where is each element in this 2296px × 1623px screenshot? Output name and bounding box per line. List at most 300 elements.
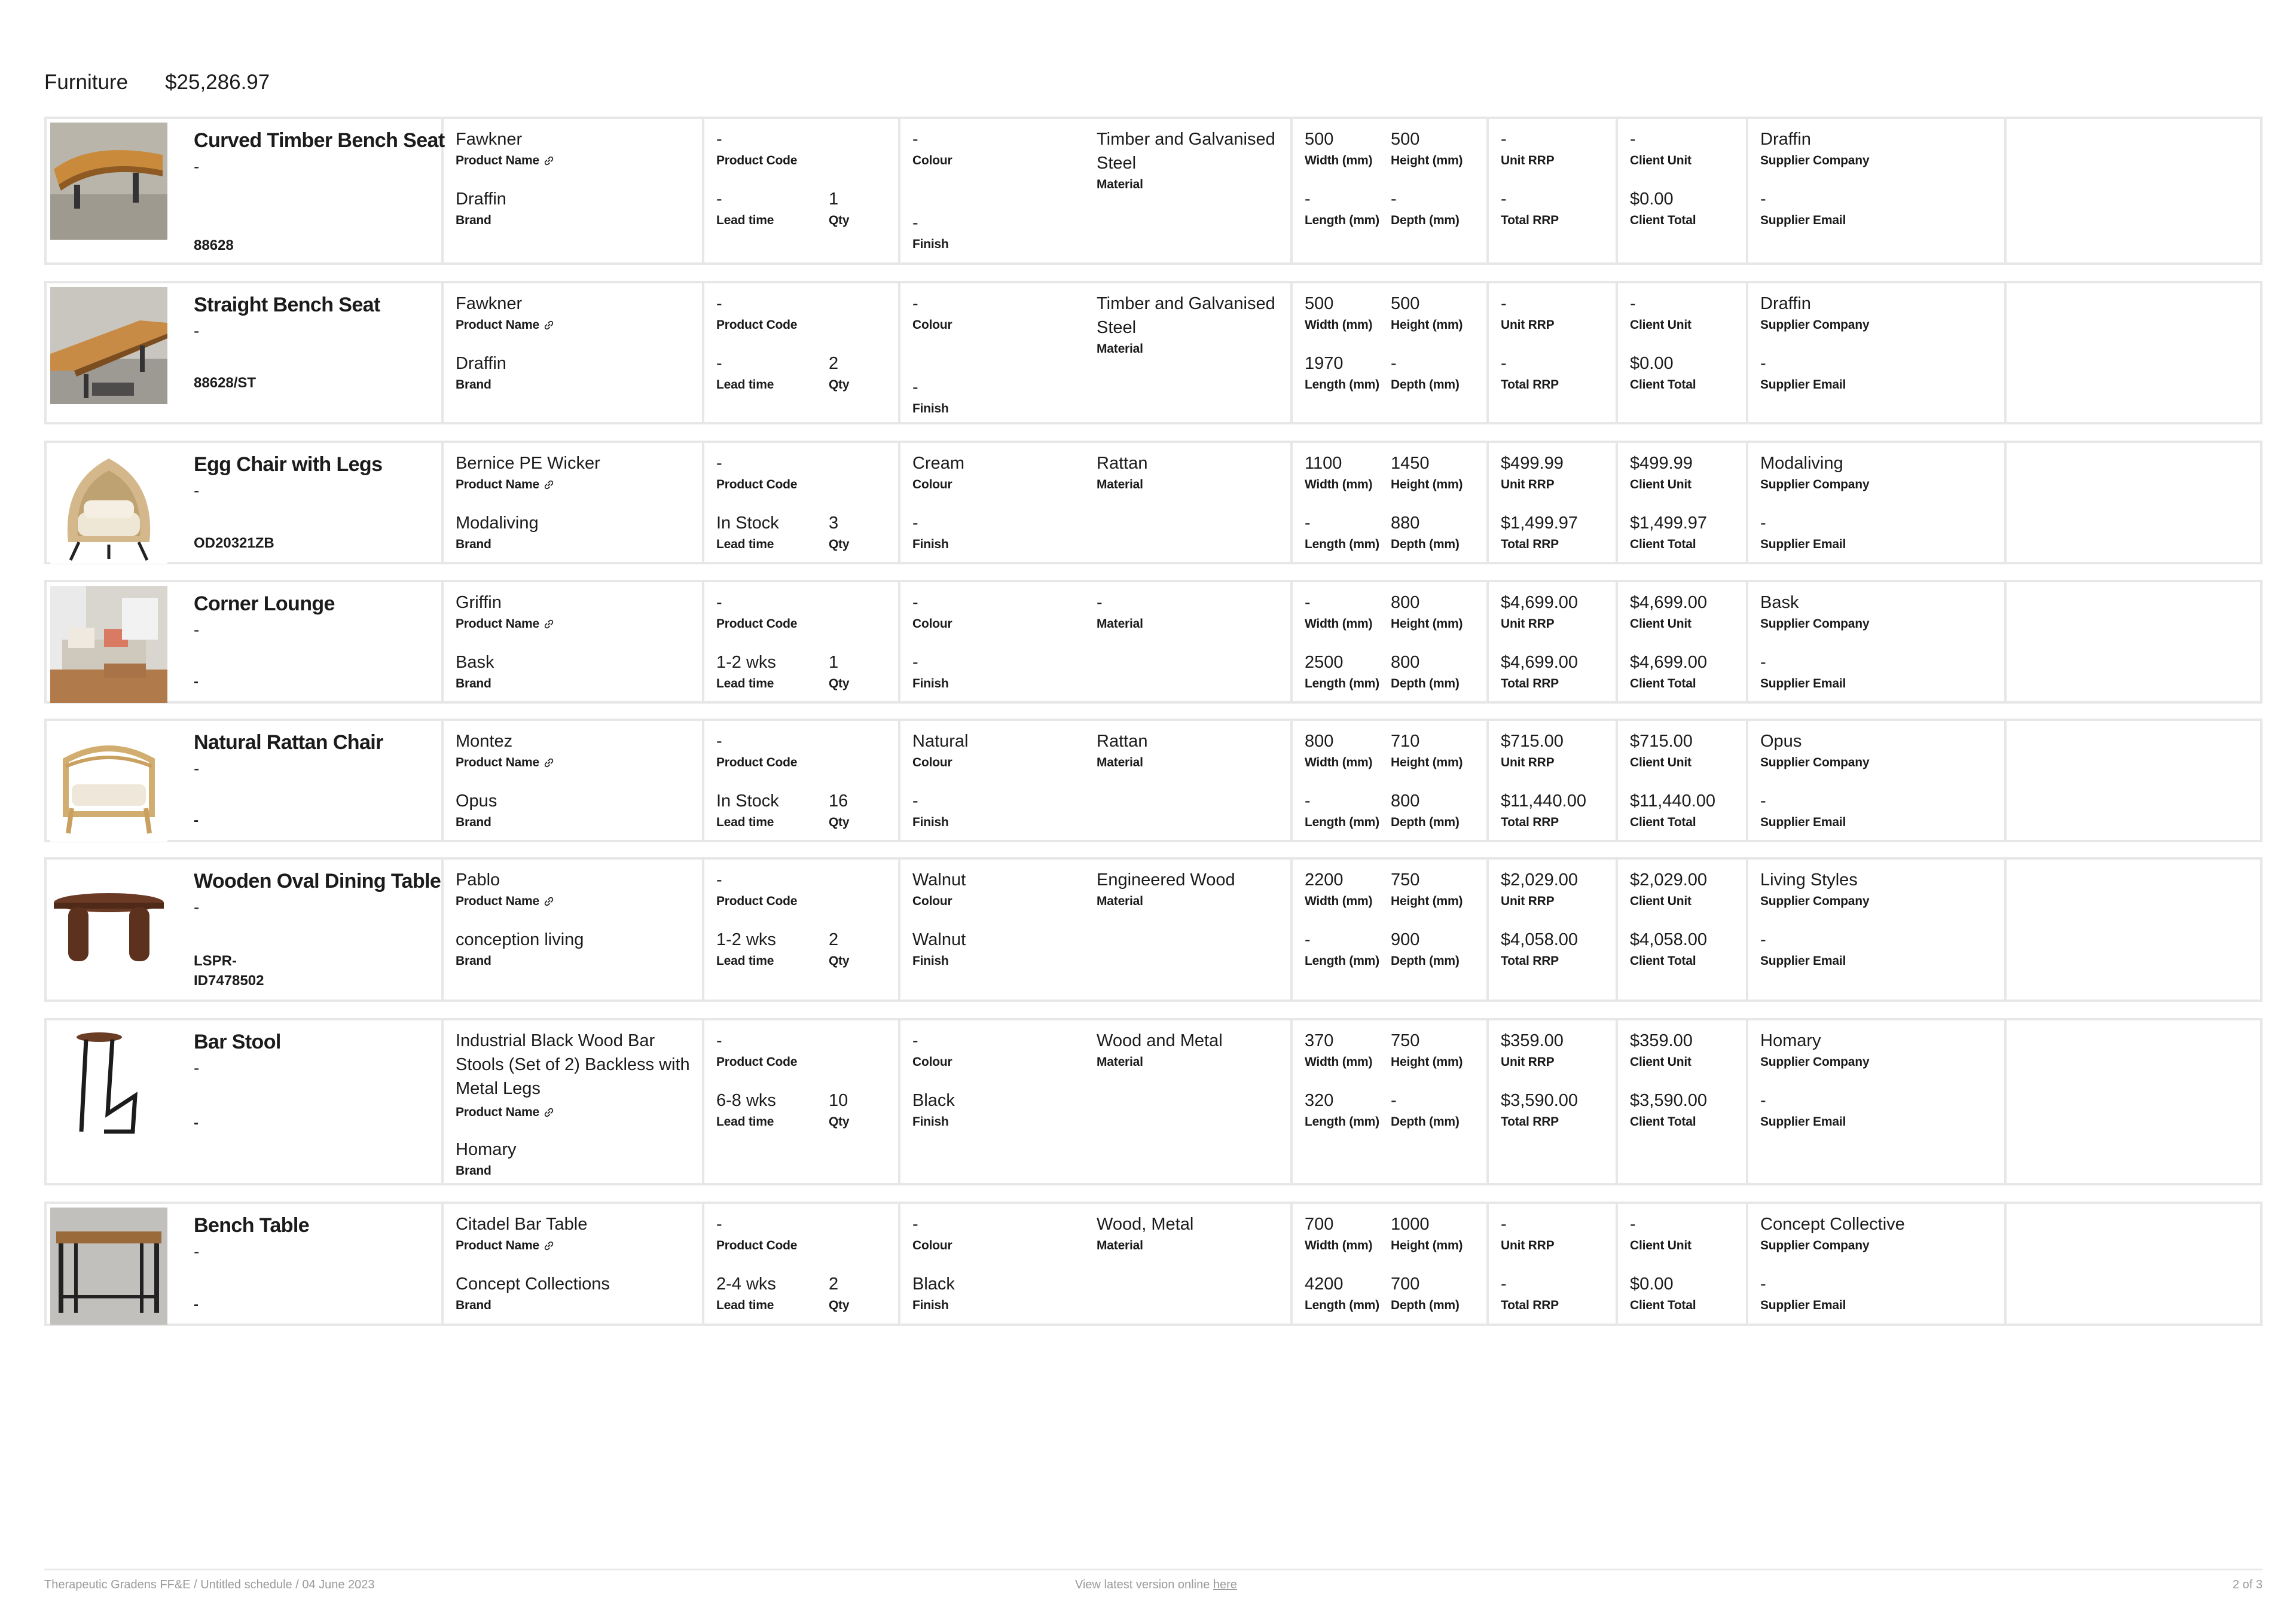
client-total-label-text: Client Total (1630, 1115, 1696, 1129)
schedule-row[interactable] (44, 580, 2263, 704)
depth-label-text: Depth (mm) (1391, 815, 1460, 829)
total-rrp-label (1501, 378, 1559, 392)
unit-rrp-label-text: Unit RRP (1501, 1055, 1555, 1069)
qty-label-text: Qty (829, 213, 850, 227)
column-divider (2004, 860, 2007, 1000)
height-label-text: Height (mm) (1391, 318, 1463, 332)
unit-rrp-label-text: Unit RRP (1501, 154, 1555, 167)
client-total-label (1630, 1298, 1696, 1313)
product-name-label-text: Product Name (456, 154, 539, 167)
qty-label (829, 1115, 849, 1129)
link-icon[interactable] (539, 617, 554, 631)
width-label (1305, 1239, 1372, 1253)
product-code-label-text: Product Code (716, 154, 798, 167)
column-divider (1486, 582, 1489, 701)
supplier-company-label (1760, 154, 1869, 168)
oval-table-image (50, 863, 167, 980)
column-divider (898, 443, 900, 562)
width-label (1305, 478, 1372, 492)
unit-rrp-label (1501, 617, 1554, 631)
qty-value: 2 (829, 930, 839, 949)
unit-rrp-label (1501, 478, 1554, 492)
product-name-value: Montez (456, 732, 513, 751)
column-divider (2004, 582, 2007, 701)
length-value: - (1305, 791, 1311, 811)
brand-value: Concept Collections (456, 1274, 610, 1294)
height-label (1391, 154, 1463, 168)
total-rrp-label-text: Total RRP (1501, 213, 1559, 227)
column-divider (1290, 283, 1293, 422)
unit-rrp-label-text: Unit RRP (1501, 478, 1555, 491)
client-unit-label (1630, 1055, 1692, 1069)
brand-label-text: Brand (456, 537, 491, 551)
material-label-text: Material (1097, 342, 1143, 356)
colour-label (912, 154, 952, 168)
supplier-email-value: - (1760, 354, 1766, 373)
colour-label (912, 756, 952, 770)
client-unit-label (1630, 894, 1692, 909)
product-code-label (716, 756, 797, 770)
column-divider (898, 1020, 900, 1183)
height-value: 800 (1391, 593, 1420, 612)
unit-rrp-label-text: Unit RRP (1501, 318, 1555, 332)
client-total-label (1630, 378, 1696, 392)
client-total-label-text: Client Total (1630, 378, 1696, 392)
supplier-email-label (1760, 378, 1846, 392)
product-code-value: - (716, 1215, 722, 1234)
client-unit-label (1630, 1239, 1692, 1253)
column-divider (1616, 860, 1618, 1000)
material-label (1097, 756, 1143, 770)
lead-time-label (716, 677, 774, 691)
total-rrp-value: - (1501, 354, 1507, 373)
finish-value: - (912, 378, 918, 397)
depth-value: - (1391, 1091, 1397, 1110)
total-rrp-label-text: Total RRP (1501, 1298, 1559, 1312)
finish-value: - (912, 791, 918, 811)
column-divider (1486, 283, 1489, 422)
brand-label (456, 1298, 491, 1313)
column-divider (1290, 1204, 1293, 1324)
lead-time-label (716, 1115, 774, 1129)
product-code-value: - (716, 130, 722, 149)
brand-label-text: Brand (456, 815, 491, 829)
product-title (194, 127, 445, 180)
unit-rrp-value: $715.00 (1501, 732, 1564, 751)
schedule-row[interactable] (44, 719, 2263, 842)
length-value: - (1305, 514, 1311, 533)
client-unit-value: $359.00 (1630, 1031, 1693, 1050)
supplier-company-label-text: Supplier Company (1760, 756, 1870, 769)
column-divider (1616, 582, 1618, 701)
height-label (1391, 318, 1463, 332)
product-name-label (456, 894, 554, 909)
rattan-chair-image (50, 725, 167, 842)
product-code-label (716, 1055, 797, 1069)
supplier-email-label (1760, 1115, 1846, 1129)
material-label-text: Material (1097, 1055, 1143, 1069)
link-icon[interactable] (539, 1239, 554, 1252)
total-rrp-value: $1,499.97 (1501, 514, 1578, 533)
supplier-email-label (1760, 1298, 1846, 1313)
column-divider (898, 860, 900, 1000)
schedule-row[interactable] (44, 1018, 2263, 1185)
unit-rrp-value: - (1501, 294, 1507, 313)
qty-value: 1 (829, 189, 839, 209)
product-code-label-text: Product Code (716, 478, 798, 491)
finish-label (912, 237, 949, 252)
footer-here-link[interactable]: here (1213, 1578, 1237, 1591)
product-thumbnail[interactable] (50, 123, 167, 240)
material-label (1097, 342, 1143, 356)
material-label-text: Material (1097, 894, 1143, 908)
width-label-text: Width (mm) (1305, 756, 1373, 769)
finish-label-text: Finish (912, 237, 949, 251)
brand-label (456, 378, 491, 392)
lead-time-value: 1-2 wks (716, 930, 776, 949)
product-name-label-text: Product Name (456, 478, 539, 491)
supplier-email-label-text: Supplier Email (1760, 378, 1846, 392)
unit-rrp-value: - (1501, 130, 1507, 149)
length-value: 1970 (1305, 354, 1344, 373)
column-divider (1616, 283, 1618, 422)
client-total-label (1630, 1115, 1696, 1129)
product-thumbnail[interactable] (50, 725, 167, 842)
colour-label-text: Colour (912, 318, 952, 332)
total-rrp-value: $4,058.00 (1501, 930, 1578, 949)
length-label (1305, 1298, 1379, 1313)
product-item-code: 88628 (194, 237, 234, 253)
section-header (44, 71, 270, 94)
lead-time-value: - (716, 189, 722, 209)
client-total-value: $4,058.00 (1630, 930, 1708, 949)
link-icon[interactable] (539, 154, 554, 167)
colour-value: Walnut (912, 870, 966, 890)
column-divider (702, 283, 704, 422)
link-icon[interactable] (539, 318, 554, 332)
product-code-value: - (716, 294, 722, 313)
supplier-email-value: - (1760, 653, 1766, 672)
product-thumbnail[interactable] (50, 447, 167, 564)
product-code-label (716, 478, 797, 492)
column-divider (898, 1204, 900, 1324)
total-rrp-label (1501, 677, 1559, 691)
total-rrp-label-text: Total RRP (1501, 954, 1559, 968)
total-rrp-label (1501, 213, 1559, 228)
supplier-company-label (1760, 318, 1869, 332)
supplier-email-label (1760, 213, 1846, 228)
width-label-text: Width (mm) (1305, 1239, 1373, 1252)
schedule-row[interactable] (44, 441, 2263, 564)
client-total-label (1630, 954, 1696, 968)
column-divider (1290, 582, 1293, 701)
column-divider (2004, 721, 2007, 840)
colour-label (912, 478, 952, 492)
length-label-text: Length (mm) (1305, 677, 1379, 690)
supplier-company-value: Bask (1760, 593, 1799, 612)
link-icon[interactable] (539, 894, 554, 908)
depth-label-text: Depth (mm) (1391, 537, 1460, 551)
brand-value: conception living (456, 930, 584, 949)
brand-label-text: Brand (456, 378, 491, 392)
width-label (1305, 617, 1372, 631)
length-label (1305, 378, 1379, 392)
height-label (1391, 1055, 1463, 1069)
material-value: Timber and Galvanised Steel (1097, 130, 1275, 173)
product-name-value: Bernice PE Wicker (456, 454, 600, 473)
client-unit-label-text: Client Unit (1630, 478, 1692, 491)
width-label-text: Width (mm) (1305, 318, 1373, 332)
supplier-email-value: - (1760, 791, 1766, 811)
width-label-text: Width (mm) (1305, 894, 1373, 908)
material-label-text: Material (1097, 617, 1143, 631)
lead-time-label-text: Lead time (716, 537, 774, 551)
product-subtitle: - (194, 759, 200, 778)
brand-value: Draffin (456, 354, 506, 373)
total-rrp-label (1501, 1115, 1559, 1129)
column-divider (2004, 119, 2007, 262)
finish-value: - (912, 653, 918, 672)
client-total-label-text: Client Total (1630, 815, 1696, 829)
supplier-email-value: - (1760, 1274, 1766, 1294)
qty-value: 2 (829, 354, 839, 373)
product-subtitle: - (194, 481, 200, 500)
column-divider (898, 721, 900, 840)
unit-rrp-label-text: Unit RRP (1501, 894, 1555, 908)
depth-value: - (1391, 189, 1397, 209)
length-label (1305, 213, 1379, 228)
client-total-label-text: Client Total (1630, 677, 1696, 690)
supplier-email-label (1760, 954, 1846, 968)
brand-label-text: Brand (456, 954, 491, 968)
qty-label (829, 954, 849, 968)
depth-value: 800 (1391, 791, 1420, 811)
colour-value: Cream (912, 454, 965, 473)
material-value: Wood, Metal (1097, 1215, 1194, 1234)
lead-time-value: 2-4 wks (716, 1274, 776, 1294)
product-title-text: Bar Stool (194, 1031, 281, 1053)
column-divider (1746, 582, 1748, 701)
total-rrp-value: - (1501, 1274, 1507, 1294)
width-value: 700 (1305, 1215, 1334, 1234)
product-name-label (456, 478, 554, 492)
finish-label-text: Finish (912, 954, 949, 968)
brand-value: Homary (456, 1140, 517, 1159)
colour-label-text: Colour (912, 894, 952, 908)
colour-label-text: Colour (912, 154, 952, 167)
lead-time-value: - (716, 354, 722, 373)
unit-rrp-value: $499.99 (1501, 454, 1564, 473)
material-label-text: Material (1097, 1239, 1143, 1252)
supplier-company-label-text: Supplier Company (1760, 894, 1870, 908)
supplier-company-value: Concept Collective (1760, 1215, 1905, 1234)
finish-value: Black (912, 1091, 955, 1110)
brand-label (456, 815, 491, 830)
client-unit-value: $715.00 (1630, 732, 1693, 751)
product-code-label-text: Product Code (716, 318, 798, 332)
footer-version-note (1075, 1578, 1237, 1592)
client-unit-label-text: Client Unit (1630, 318, 1692, 332)
product-name-label (456, 154, 554, 168)
product-thumbnail[interactable] (50, 586, 167, 703)
qty-value: 10 (829, 1091, 848, 1110)
product-name-value: Fawkner (456, 294, 523, 313)
width-value: 800 (1305, 732, 1334, 751)
length-label (1305, 677, 1379, 691)
product-thumbnail[interactable] (50, 287, 167, 404)
total-rrp-label-text: Total RRP (1501, 378, 1559, 392)
height-value: 750 (1391, 1031, 1420, 1050)
material-label (1097, 1239, 1143, 1253)
product-code-value: - (716, 870, 722, 890)
client-unit-label (1630, 617, 1692, 631)
straight-bench-image (50, 287, 167, 404)
qty-label-text: Qty (829, 954, 850, 968)
unit-rrp-label (1501, 894, 1554, 909)
qty-label-text: Qty (829, 677, 850, 690)
schedule-row[interactable] (44, 117, 2263, 265)
qty-value: 16 (829, 791, 848, 811)
total-rrp-label-text: Total RRP (1501, 677, 1559, 690)
column-divider (1486, 1020, 1489, 1183)
egg-chair-image (50, 447, 167, 564)
depth-value: 800 (1391, 653, 1420, 672)
unit-rrp-value: $359.00 (1501, 1031, 1564, 1050)
finish-label (912, 402, 949, 416)
supplier-company-label (1760, 756, 1869, 770)
colour-value: Natural (912, 732, 969, 751)
total-rrp-label-text: Total RRP (1501, 537, 1559, 551)
product-thumbnail[interactable] (50, 1024, 167, 1141)
product-subtitle: - (194, 157, 200, 176)
link-icon[interactable] (539, 1105, 554, 1119)
depth-label (1391, 954, 1460, 968)
depth-label-text: Depth (mm) (1391, 677, 1460, 690)
length-label (1305, 954, 1379, 968)
finish-label (912, 1115, 949, 1129)
product-name-value: Pablo (456, 870, 500, 890)
colour-value: - (912, 593, 918, 612)
lead-time-label-text: Lead time (716, 213, 774, 227)
total-rrp-label (1501, 1298, 1559, 1313)
depth-label (1391, 1298, 1460, 1313)
finish-value: Walnut (912, 930, 966, 949)
total-rrp-label (1501, 537, 1559, 552)
client-unit-label (1630, 318, 1692, 332)
qty-value: 3 (829, 514, 839, 533)
unit-rrp-value: - (1501, 1215, 1507, 1234)
client-total-value: $11,440.00 (1630, 791, 1715, 811)
link-icon[interactable] (539, 756, 554, 769)
product-thumbnail[interactable] (50, 863, 167, 980)
product-name-label (456, 1239, 554, 1253)
lead-time-label-text: Lead time (716, 1298, 774, 1312)
product-item-code: LSPR-ID7478502 (194, 953, 264, 989)
schedule-row[interactable] (44, 281, 2263, 424)
unit-rrp-label (1501, 154, 1554, 168)
colour-label (912, 894, 952, 909)
height-label-text: Height (mm) (1391, 154, 1463, 167)
column-divider (1746, 721, 1748, 840)
colour-label (912, 318, 952, 332)
length-label-text: Length (mm) (1305, 815, 1379, 829)
finish-label (912, 537, 949, 552)
product-item-code: 88628/ST (194, 375, 257, 391)
total-rrp-value: $3,590.00 (1501, 1091, 1578, 1110)
unit-rrp-label (1501, 1239, 1554, 1253)
total-rrp-label-text: Total RRP (1501, 815, 1559, 829)
total-rrp-label (1501, 954, 1559, 968)
product-name-label (456, 1105, 554, 1120)
product-name-value: Industrial Black Wood Bar Stools (Set of 2) Backless with Metal Legs (456, 1031, 690, 1098)
qty-label (829, 815, 849, 830)
qty-label (829, 378, 849, 392)
unit-rrp-label (1501, 1055, 1554, 1069)
unit-rrp-label (1501, 756, 1554, 770)
material-value: Timber and Galvanised Steel (1097, 294, 1275, 337)
product-item-code: - (194, 1115, 199, 1131)
column-divider (1616, 119, 1618, 262)
lead-time-label-text: Lead time (716, 1115, 774, 1129)
product-thumbnail[interactable] (50, 1208, 167, 1325)
brand-label-text: Brand (456, 1164, 491, 1178)
depth-value: 900 (1391, 930, 1420, 949)
product-item-code: - (194, 812, 199, 829)
product-subtitle: - (194, 322, 200, 340)
client-total-value: $3,590.00 (1630, 1091, 1708, 1110)
product-item-code: - (194, 674, 199, 690)
column-divider (702, 721, 704, 840)
product-subtitle: - (194, 1242, 200, 1261)
link-icon[interactable] (539, 478, 554, 491)
column-divider (898, 283, 900, 422)
length-value: 2500 (1305, 653, 1344, 672)
colour-value: - (912, 130, 918, 149)
client-unit-value: $4,699.00 (1630, 593, 1708, 612)
schedule-row[interactable] (44, 857, 2263, 1002)
product-code-label-text: Product Code (716, 1239, 798, 1252)
depth-label-text: Depth (mm) (1391, 1298, 1460, 1312)
client-unit-value: $2,029.00 (1630, 870, 1708, 890)
supplier-email-value: - (1760, 514, 1766, 533)
client-unit-label-text: Client Unit (1630, 894, 1692, 908)
product-code-label-text: Product Code (716, 756, 798, 769)
lead-time-value: In Stock (716, 514, 779, 533)
brand-label (456, 537, 491, 552)
column-divider (702, 582, 704, 701)
colour-label-text: Colour (912, 478, 952, 491)
finish-label-text: Finish (912, 402, 949, 415)
product-name-label-text: Product Name (456, 617, 539, 631)
client-unit-label-text: Client Unit (1630, 154, 1692, 167)
width-label (1305, 318, 1372, 332)
column-divider (1486, 860, 1489, 1000)
length-label-text: Length (mm) (1305, 954, 1379, 968)
supplier-email-label-text: Supplier Email (1760, 537, 1846, 551)
product-title (194, 292, 445, 344)
width-value: 2200 (1305, 870, 1344, 890)
material-label (1097, 478, 1143, 492)
colour-value: - (912, 1215, 918, 1234)
column-divider (1486, 443, 1489, 562)
column-divider (702, 860, 704, 1000)
product-name-label (456, 756, 554, 770)
schedule-row[interactable] (44, 1202, 2263, 1326)
product-name-value: Fawkner (456, 130, 523, 149)
section-total: $25,286.97 (165, 71, 270, 94)
supplier-company-label-text: Supplier Company (1760, 318, 1870, 332)
product-subtitle: - (194, 1059, 200, 1077)
